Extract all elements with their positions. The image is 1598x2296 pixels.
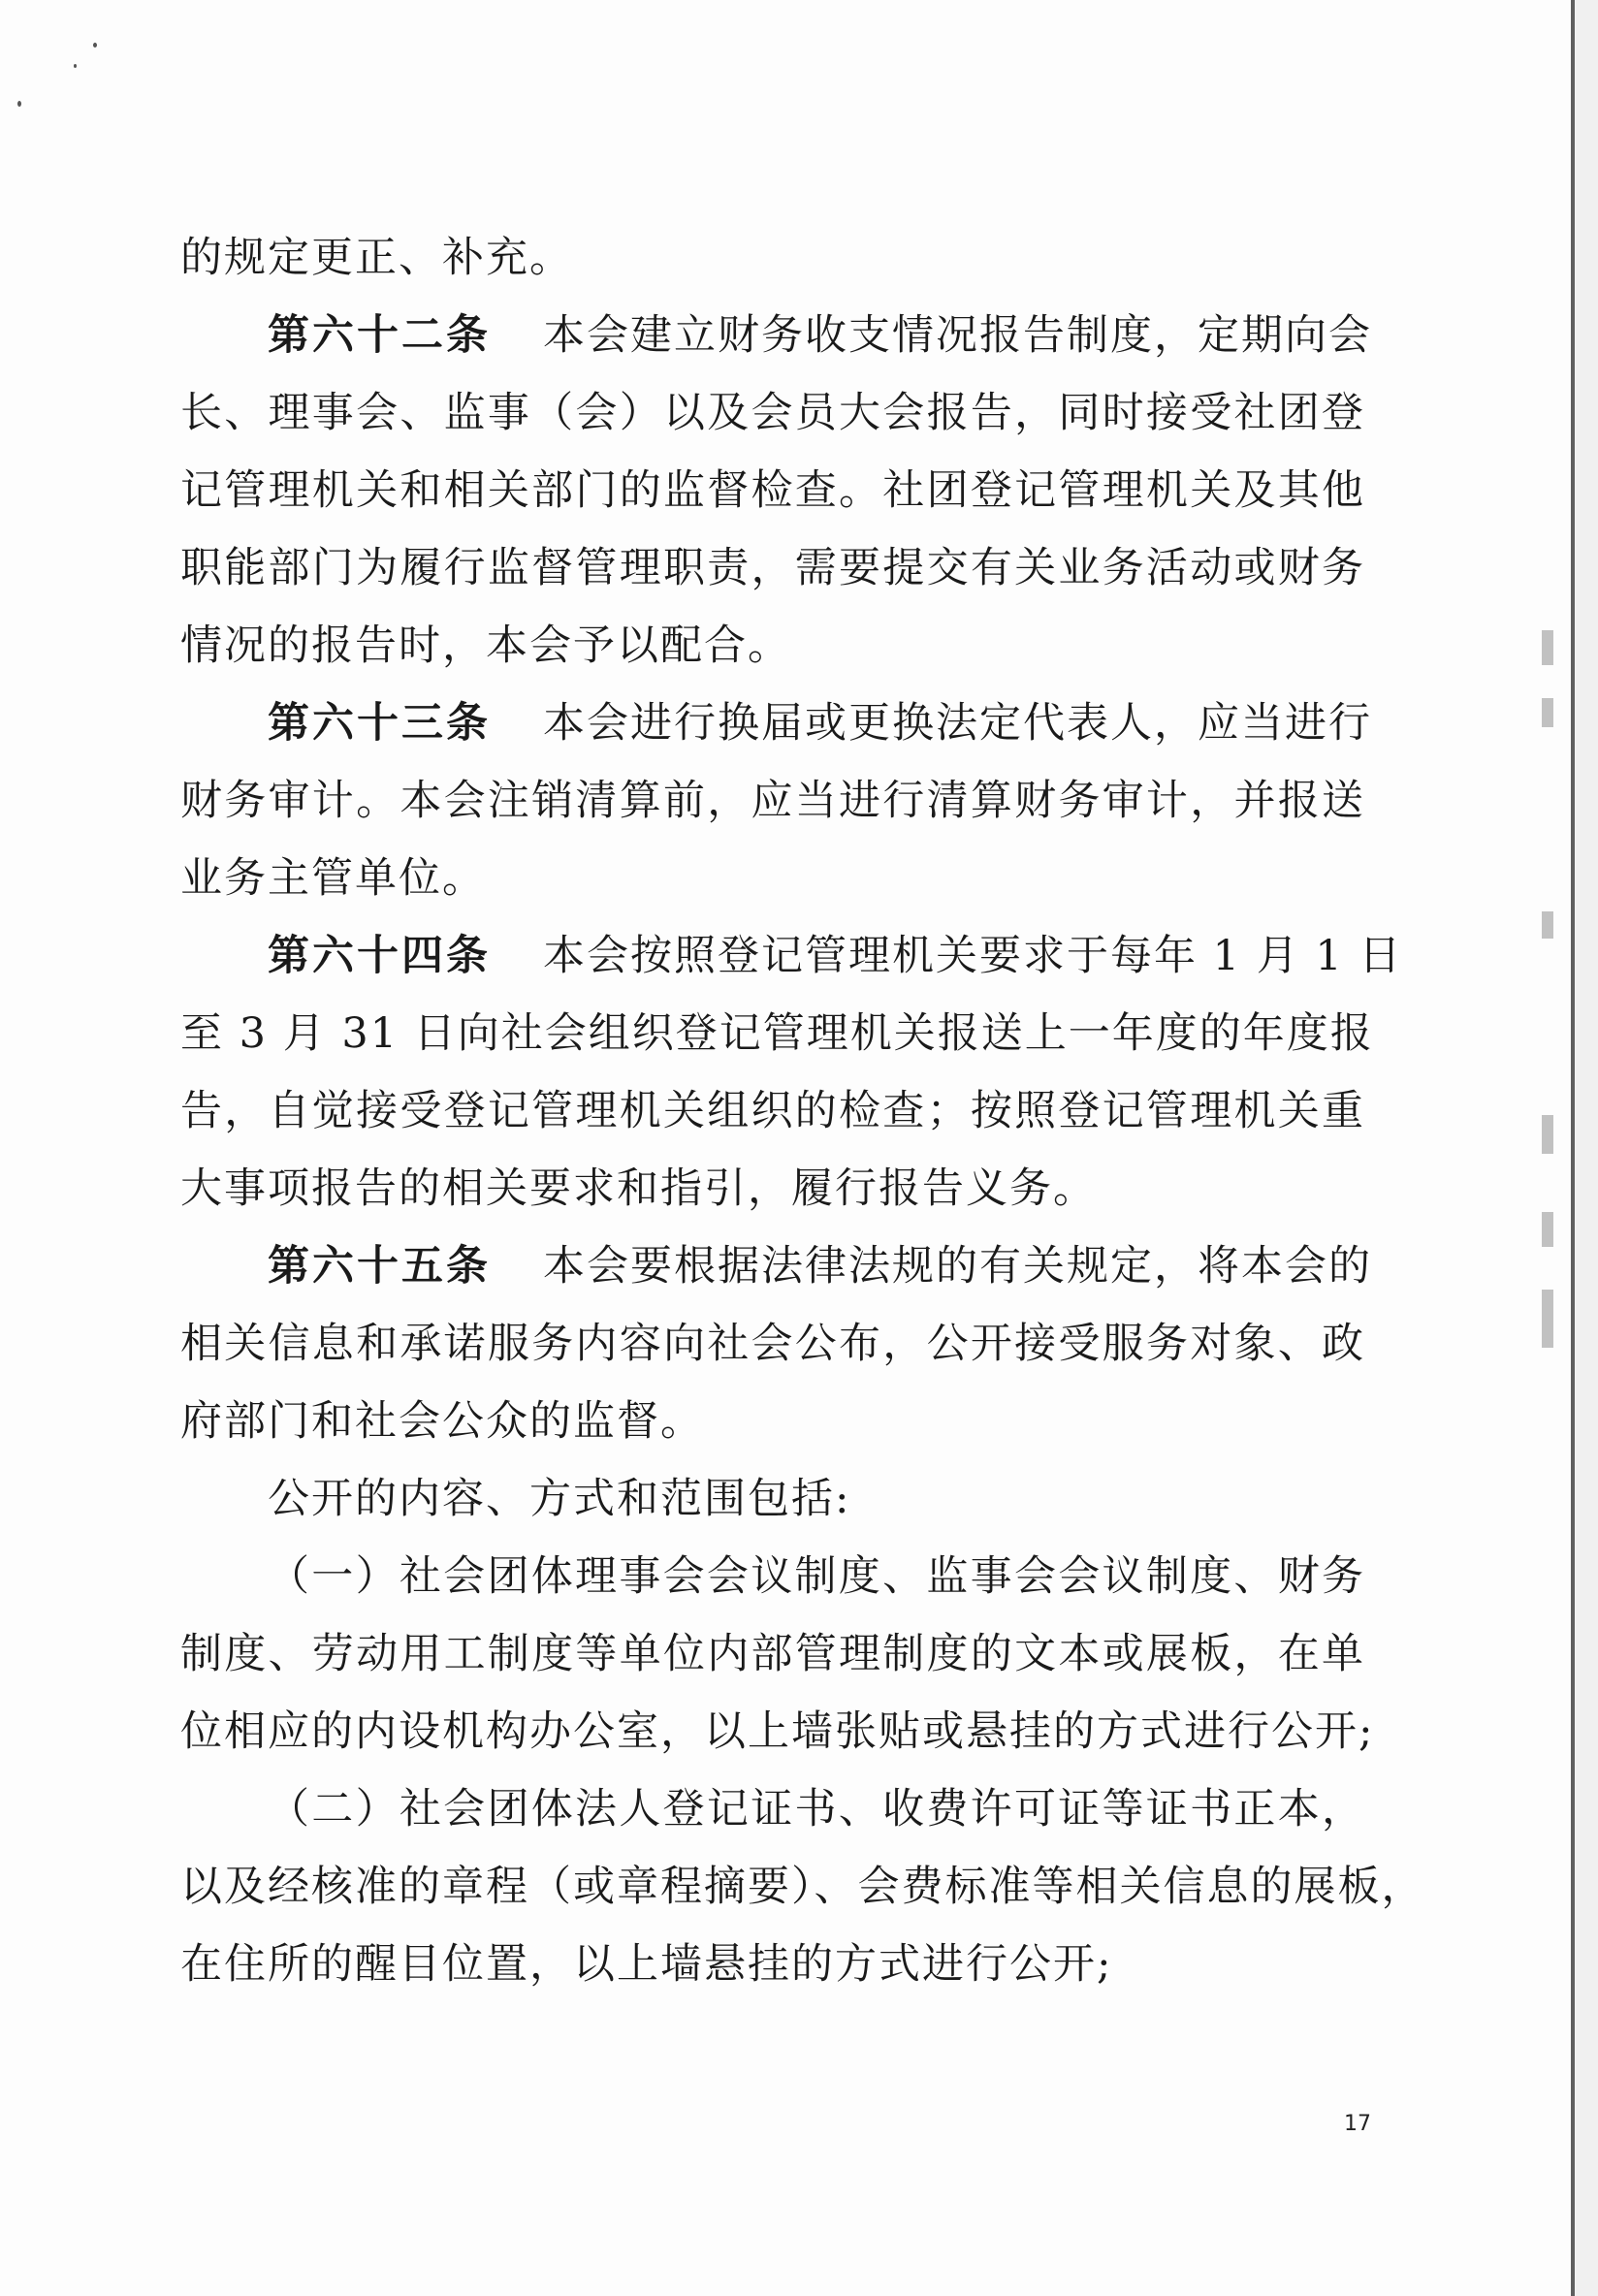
article-heading: 第六十三条: [268, 699, 491, 748]
paragraph-line: 财务审计。本会注销清算前，应当进行清算财务审计，并报送: [180, 777, 1365, 825]
article-63-line-1: 第六十三条 本会进行换届或更换法定代表人，应当进行: [268, 699, 1372, 748]
paragraph-line: 大事项报告的相关要求和指引，履行报告义务。: [180, 1164, 1097, 1213]
article-65-line-1: 第六十五条 本会要根据法律法规的有关规定，将本会的: [268, 1242, 1372, 1291]
article-heading: 第六十四条: [268, 932, 491, 980]
scan-speck: [17, 101, 21, 107]
margin-mark: [1542, 1290, 1553, 1348]
page-number: 17: [1344, 2112, 1371, 2136]
paragraph-line: 以及经核准的章程（或章程摘要）、会费标准等相关信息的展板，: [180, 1863, 1425, 1911]
paragraph-line: 业务主管单位。: [180, 854, 486, 903]
scan-speck: [93, 43, 97, 48]
paragraph-line: 在住所的醒目位置，以上墙悬挂的方式进行公开;: [180, 1940, 1113, 1989]
scan-speck: [74, 64, 77, 68]
margin-mark: [1542, 1115, 1553, 1154]
paragraph-line: 公开的内容、方式和范围包括:: [268, 1475, 851, 1523]
paragraph-line: 至 3 月 31 日向社会组织登记管理机关报送上一年度的年度报: [180, 1009, 1374, 1058]
paragraph-line: 府部门和社会公众的监督。: [180, 1397, 704, 1446]
margin-mark: [1542, 911, 1553, 939]
article-heading: 第六十二条: [268, 311, 491, 360]
paragraph-line: 的规定更正、补充。: [180, 234, 573, 282]
paragraph-line: 记管理机关和相关部门的监督检查。社团登记管理机关及其他: [180, 466, 1365, 515]
margin-mark: [1542, 630, 1553, 665]
margin-mark: [1542, 1212, 1553, 1247]
article-64-line-1: 第六十四条 本会按照登记管理机关要求于每年 1 月 1 日: [268, 932, 1403, 980]
paragraph-line: 情况的报告时，本会予以配合。: [180, 622, 791, 670]
paragraph-line: 制度、劳动用工制度等单位内部管理制度的文本或展板，在单: [180, 1630, 1365, 1678]
margin-mark: [1542, 698, 1553, 727]
paragraph-line: 职能部门为履行监督管理职责，需要提交有关业务活动或财务: [180, 544, 1365, 592]
scan-edge-line: [1571, 0, 1575, 2296]
scan-shadow: [1575, 0, 1598, 2296]
article-62-line-1: 第六十二条 本会建立财务收支情况报告制度，定期向会: [268, 311, 1372, 360]
list-item-2-line-1: （二）社会团体法人登记证书、收费许可证等证书正本，: [268, 1785, 1365, 1834]
paragraph-line: 长、理事会、监事（会）以及会员大会报告，同时接受社团登: [180, 389, 1365, 437]
list-item-1-line-1: （一）社会团体理事会会议制度、监事会会议制度、财务: [268, 1552, 1365, 1601]
paragraph-line: 位相应的内设机构办公室，以上墙张贴或悬挂的方式进行公开;: [180, 1707, 1375, 1756]
paragraph-line: 告，自觉接受登记管理机关组织的检查；按照登记管理机关重: [180, 1087, 1365, 1135]
document-body: [180, 219, 1425, 2003]
article-heading: 第六十五条: [268, 1242, 491, 1291]
paragraph-line: 相关信息和承诺服务内容向社会公布，公开接受服务对象、政: [180, 1320, 1365, 1368]
